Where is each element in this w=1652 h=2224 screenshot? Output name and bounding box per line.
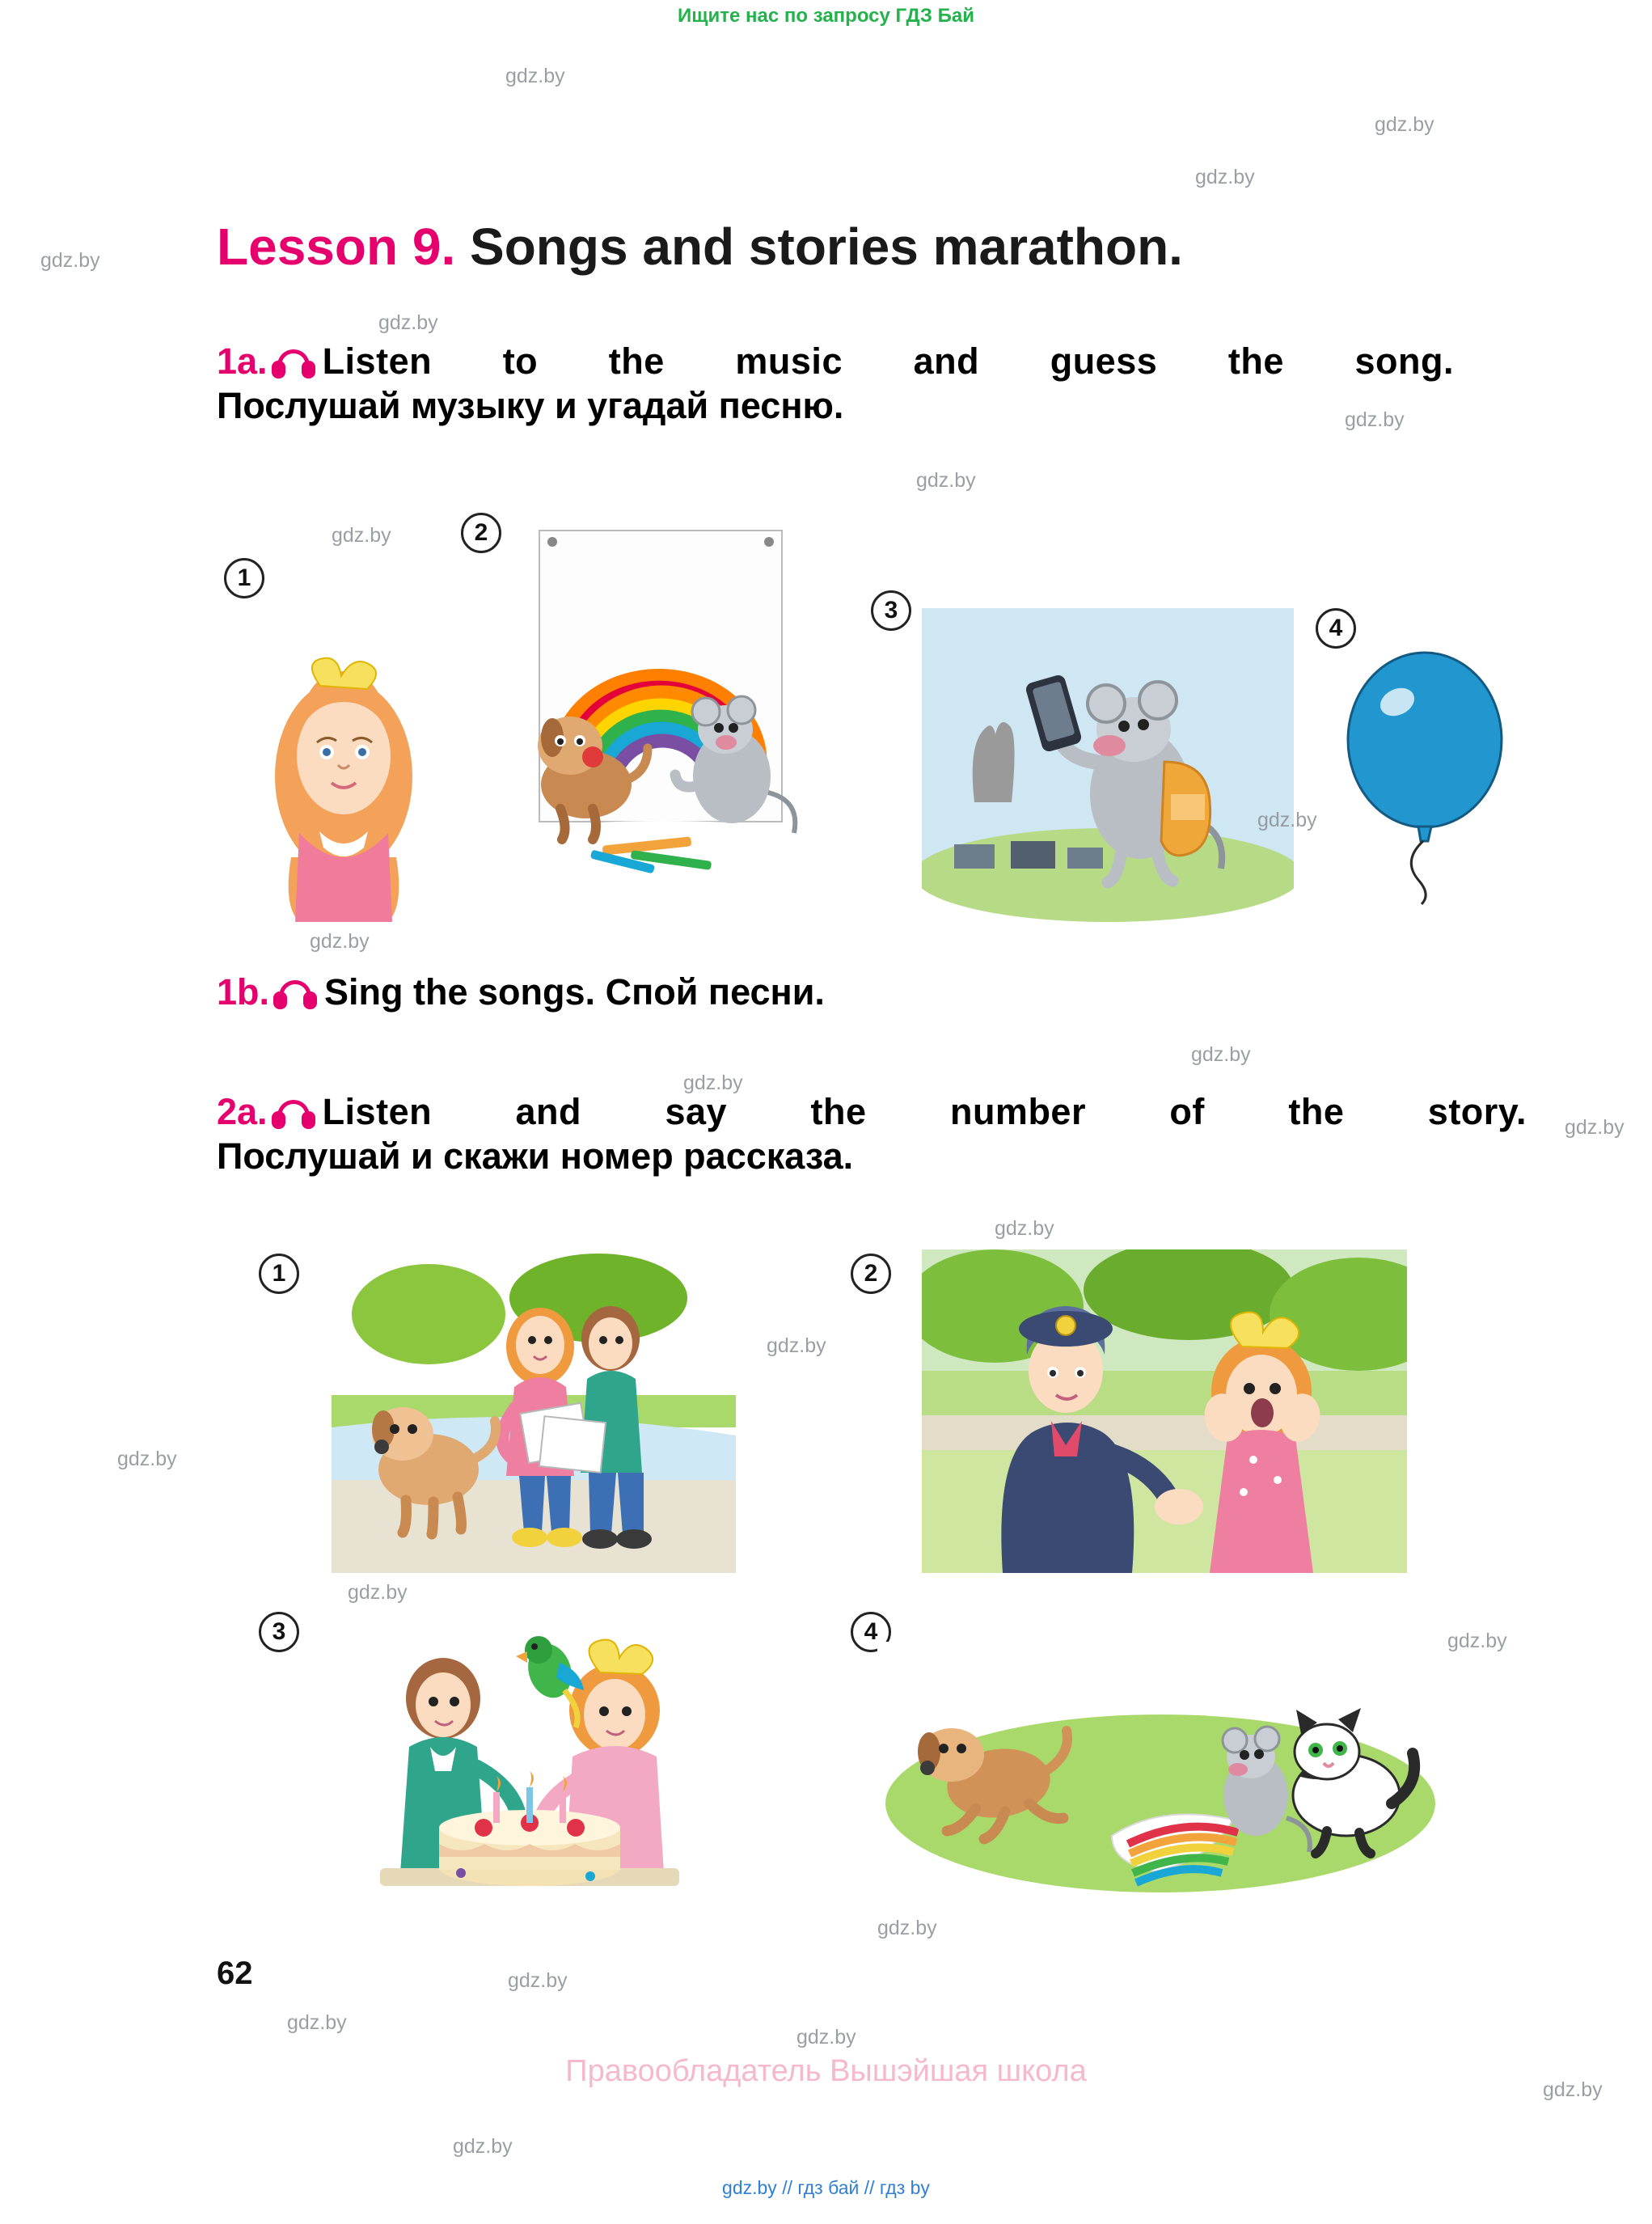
headphones-icon (271, 348, 316, 378)
watermark-text: gdz.by (453, 2135, 513, 2158)
headphones-icon (273, 979, 318, 1009)
task-2a-number: 2a. (217, 1091, 268, 1132)
watermark-text: gdz.by (995, 1217, 1054, 1240)
site-promo-banner: Ищите нас по запросу ГДЗ Бай (678, 5, 974, 27)
watermark-text: gdz.by (117, 1448, 177, 1470)
headphones-icon (271, 1098, 316, 1129)
task-2a (217, 1090, 1527, 1179)
copyright-notice: Правообладатель Вышэйшая школа (565, 2054, 1087, 2088)
footer-links: gdz.by // гдз бай // гдз by (722, 2177, 930, 2198)
lesson-number: Lesson 9. (217, 218, 456, 276)
task-2a-text-ru: Послушай и скажи номер рассказа. (217, 1135, 854, 1177)
mouse-with-phone-and-backpack-picture (922, 608, 1294, 924)
blue-balloon-picture (1334, 639, 1520, 906)
watermark-text: gdz.by (508, 1969, 568, 1992)
item-marker-2: 2 (461, 513, 501, 553)
children-with-dog-in-park-picture (332, 1249, 736, 1573)
watermark-text: gdz.by (1543, 2078, 1603, 2101)
girl-with-curly-hair-picture (243, 615, 445, 922)
story-marker-4: 4 (851, 1612, 891, 1652)
task-1b-text-ru: Спой песни. (605, 971, 825, 1013)
watermark-text: gdz.by (505, 65, 565, 87)
watermark-text: gdz.by (310, 930, 370, 953)
task-1b-text-en: Sing the songs. (324, 971, 596, 1013)
watermark-text: gdz.by (332, 524, 391, 547)
item-marker-1: 1 (224, 558, 264, 598)
watermark-text: gdz.by (40, 249, 100, 272)
watermark-text: gdz.by (1257, 809, 1317, 831)
page-number: 62 (217, 1956, 253, 1991)
task-1b-number: 1b. (217, 971, 270, 1013)
watermark-text: gdz.by (916, 469, 976, 492)
boy-and-girl-with-birthday-cake-and-parrot-picture (348, 1601, 712, 1917)
watermark-text: gdz.by (1565, 1116, 1625, 1139)
watermark-text: gdz.by (683, 1072, 743, 1094)
watermark-text: gdz.by (767, 1334, 826, 1357)
task-1a-text-ru: Послушай музыку и угадай песню. (217, 384, 844, 426)
task-1a-text-en: Listen to the music and guess the song. (322, 340, 1454, 382)
watermark-text: gdz.by (348, 1581, 408, 1604)
task-1a (217, 340, 1454, 429)
item-marker-3: 3 (871, 590, 911, 631)
watermark-text: gdz.by (378, 311, 438, 334)
story-marker-1: 1 (259, 1254, 299, 1294)
policewoman-and-crying-girl-picture (922, 1249, 1407, 1573)
task-1a-number: 1a. (217, 340, 268, 382)
page-title (217, 217, 1183, 277)
watermark-text: gdz.by (796, 2026, 856, 2049)
task-2a-text-en: Listen and say the number of the story. (322, 1091, 1527, 1132)
watermark-text: gdz.by (1195, 166, 1255, 188)
watermark-text: gdz.by (287, 2011, 347, 2034)
watermark-text: gdz.by (1447, 1630, 1507, 1652)
dog-and-mouse-painting-rainbow-picture (489, 518, 837, 922)
item-marker-4: 4 (1316, 608, 1356, 649)
watermark-text: gdz.by (1345, 408, 1405, 431)
task-1b (217, 970, 1430, 1015)
watermark-text: gdz.by (1375, 113, 1434, 136)
story-marker-2: 2 (851, 1254, 891, 1294)
watermark-text: gdz.by (877, 1917, 937, 1939)
dog-mouse-and-cat-on-rainbow-kite-picture (877, 1642, 1443, 1909)
story-marker-3: 3 (259, 1612, 299, 1652)
lesson-title: Songs and stories marathon. (470, 218, 1183, 276)
watermark-text: gdz.by (1191, 1043, 1251, 1066)
